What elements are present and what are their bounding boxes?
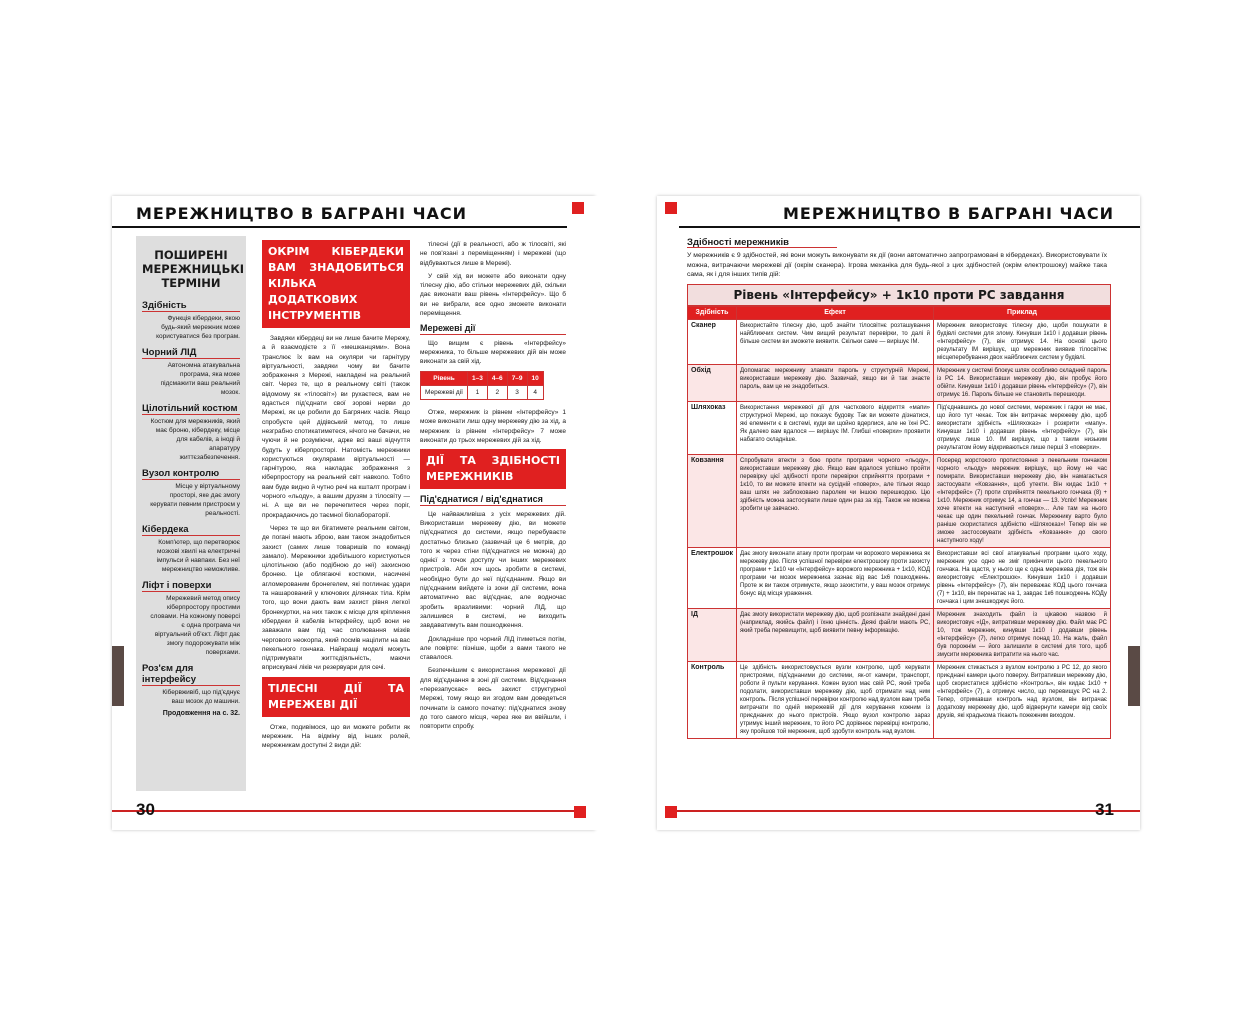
left-column-1 xyxy=(262,240,410,800)
table-title: Рівень «Інтерфейсу» + 1к10 проти РС завдання xyxy=(687,284,1111,306)
level-head: Рівень xyxy=(421,371,468,385)
level-head: 7–9 xyxy=(507,371,527,385)
left-page xyxy=(112,196,595,830)
subheading-net-actions: Мережеві дії xyxy=(420,324,566,334)
table-row xyxy=(688,402,1111,455)
term-desc: Місце у віртуальному просторі, яке дає змогу керувати певним пристроєм у реальності. xyxy=(150,483,240,517)
column-header: Ефект xyxy=(737,307,934,320)
ability-name: Електрошок xyxy=(688,548,737,609)
continued-note: Продовження на с. 32. xyxy=(162,710,240,717)
level-head: 4–6 xyxy=(487,371,507,385)
abilities-intro xyxy=(687,238,1107,279)
ability-effect: Використайте тілесну дію, щоб знайти тілосвітнє розташування найближчих систем. Чим вищий результат перевірки, то далі й більше систем ви зможете виявити. Скільки саме — вирішує ІМ. xyxy=(737,320,934,365)
intro-text: У мережників є 9 здібностей, які вони можуть виконувати як дії (вони автоматично запрограмовані в кібердеках). Використовувати їх можна, витрачаючи мережеві дії (окрім сканера). Ігрова механіка для будь-якої з цих здібностей (окрім електрошоку) майже така сама, як і для інших типів дій: xyxy=(687,252,1107,278)
term-heading: Чорний ЛІД xyxy=(142,347,240,359)
term-heading: Кібердека xyxy=(142,524,240,536)
paragraph: Що вищим є рівень «Інтерфейсу» мережника, то більше мережевих дій він може виконати за свій хід. xyxy=(420,339,566,366)
term-desc: Комп'ютер, що перетворює мозкові хвилі на електричні імпульси й навпаки. Без неї мережництво неможливе. xyxy=(156,539,240,573)
table-row xyxy=(688,320,1111,365)
ability-name: Шляхоказ xyxy=(688,402,737,455)
section-box-abilities: ДІЇ ТА ЗДІБНОСТІ МЕРЕЖНИКІВ xyxy=(420,449,566,489)
table-row xyxy=(688,455,1111,548)
page-number: 30 xyxy=(136,800,155,819)
ability-example: Використавши всі свої атакувальні програми цього ходу, мережник усе одно не зміг прикінчити цього пекельного гончака. На щастя, у нього ще є одна мережева дія, тож він використовує «Електрошок». Кинувши 1к10 і додавши рівень «Інтерфейсу» (7), він переважає КОД цього гончака (7) + 1к10, він перенатає на 1, завдає 1к6 пошкоджень КОДу гончака і цим знешкоджує його. xyxy=(934,548,1111,609)
paragraph: Докладніше про чорний ЛІД ітиметься потім, але повірте: пізніше, щоби з вами такого не ставалося. xyxy=(420,635,566,662)
level-cell: 4 xyxy=(527,385,543,399)
header-rule xyxy=(112,226,567,228)
section-box-actions: ТІЛЕСНІ ДІЇ ТА МЕРЕЖЕВІ ДІЇ xyxy=(262,677,410,717)
right-page xyxy=(657,196,1140,830)
level-cell: 3 xyxy=(507,385,527,399)
abilities-table-wrap xyxy=(687,284,1111,739)
column-header: Здібність xyxy=(688,307,737,320)
term-desc: Костюм для мережників, який має броню, кібердеку, місце для кабелів, а іноді й апаратуру життєзабезпечення. xyxy=(150,418,240,461)
page-number: 31 xyxy=(1095,800,1114,819)
level-head: 10 xyxy=(527,371,543,385)
table-row xyxy=(688,548,1111,609)
ability-example: Мережник стикається з вузлом контролю з РС 12, до якого приєднані камери цього поверху. Витративши мережеву дію, щоб скористатися здібністю «Контроль», він кидає 1к10 + «Інтерфейс» (7), а отримує число, що перевищує РС на 2. Тепер, отримавши контроль над вузлом, він витрачає додаткову мережеву дію, щоб відвернути камери від своїх друзів, які крадькома тікають пожежним виходом. xyxy=(934,662,1111,739)
header-red-square xyxy=(665,202,677,214)
page-header-title: МЕРЕЖНИЦТВО В БАГРАНІ ЧАСИ xyxy=(782,204,1114,223)
paragraph: У свій хід ви можете або виконати одну тілесну дію, або стільки мережевих дій, скільки дає виконати ваш рівень «Інтерфейсу». Що б ви не вибрали, все одно зможете виконати переміщення. xyxy=(420,272,566,318)
level-head: 1–3 xyxy=(467,371,487,385)
left-edge-tab xyxy=(112,646,124,706)
ability-effect: Спробувати втекти з бою проти програми чорного «льоду», використавши мережеву дію. Якщо вам вдалося успішно пройти перевірку цієї здібності проти перевірки сприйняття програми + 1к10, то ви можете втекти на сусідній «поверх», але тільки якщо ваш шлях не заблоковано паролем чи іншою перешкодою. Цю здібність можна застосувати лише один раз за хід. Також не можна зробити це завчасно. xyxy=(737,455,934,548)
ability-example: Мережник у системі блокує шлях особливо складний пароль із РС 14. Використавши мережеву дію, він пробує його обійти. Кинувши 1к10 і додавши рівень «Інтерфейсу» (7), він отримує 16. Пароль більше не становить перешкоди. xyxy=(934,365,1111,402)
term-desc: Автономна атакувальна програма, яка може підсмажити ваш реальний мозок. xyxy=(160,362,240,396)
paragraph: Отже, мережник із рівнем «Інтерфейсу» 1 може виконати лиш одну мережеву дію за хід, а мережник із рівнем «Інтерфейсу» 7 може виконати до трьох мережевих дій за хід. xyxy=(420,409,566,445)
term-desc: Мережевий метод опису кіберпростору простими словами. На кожному поверсі є одна програма чи віртуальний об'єкт. Ліфт дає змогу подорожувати між поверхами. xyxy=(150,595,240,656)
table-row xyxy=(688,365,1111,402)
level-cell: 1 xyxy=(467,385,487,399)
paragraph: Безпечнішим є використання мережевої дії для від'єднання в зоні дії системи. Від'єднання «перезапускає» весь захист структурної Мережі, тому якщо ви згодом вам доведеться починати із самого початку: під'єднатися знову до того самого місця, через яке ви ввійшли, і повторити спробу. xyxy=(420,667,566,731)
page-header-title: МЕРЕЖНИЦТВО В БАГРАНІ ЧАСИ xyxy=(136,204,468,223)
column-header: Приклад xyxy=(934,307,1111,320)
right-edge-tab xyxy=(1128,646,1140,706)
ability-example: Мережник знаходить файл із цікавою назвою й використовує «ІД», витративши мережеву дію. Файл має РС 10, тож мережник, кинувши 1к10 і додавши рівень «Інтерфейсу» (7), легко отримує понад 10. На жаль, файл був порожнім — його залишили в системі для того, щоб змусити мережника витратити на нього час. xyxy=(934,609,1111,662)
footer-red-square xyxy=(574,806,586,818)
table-row xyxy=(688,662,1111,739)
abilities-table xyxy=(687,306,1111,739)
ability-name: ІД xyxy=(688,609,737,662)
ability-effect: Допомагає мережнику зламати пароль у структурній Мережі, використавши мережеву дію. Зазвичай, якщо ви й так знаєте пароль, вам це не знадобиться. xyxy=(737,365,934,402)
book-spread xyxy=(112,196,1140,830)
table-row xyxy=(688,609,1111,662)
ability-example: Під'єднавшись до нової системи, мережник і гадки не має, що його тут чекає. Тож він витрачає мережеву дію, щоб використати здібність «Шляхоказ» і розкрити «мапу». Кинувши 1к10 і додавши рівень «Інтерфейсу» (7), він отримує лише 10. ІМ вирішує, що з таким низьким результатом йому відкриваються лише перші 3 «поверхи». xyxy=(934,402,1111,455)
term-heading: Цілотільний костюм xyxy=(142,403,240,415)
section-title: Здібності мережників xyxy=(687,238,837,248)
ability-name: Контроль xyxy=(688,662,737,739)
paragraph: Завдяки кібердеці ви не лише бачите Мережу, а й взаємодієте з її «мешканцями». Вона транслює їх вам на окуляри чи гарнітуру віртуальності, завдяки чому ви бачите зображення з Мережі, накладені на реальний світ. Через те, що в реальному світі (також відомому як «тілосвіт») ви рухаєтеся, вам не вдасться під'єднати свої зорові нерви до Мережі, як це робили до Багряних часів. Якщо спробуєте цей дідівський метод, то лише незграбно спотикатиметеся, нічого не бачачи, не чуючи й не розуміючи, адже всі вашi відчуття будуть у кіберпросторі. Натомість мережники користуються окулярами віртуальності — гарнітурою, яка накладає зображення з кіберпростору на реальний світ навколо. Тобто вам буде видно й чутно речі на кшталт програм і чорного «льоду», а вашим друзям з тілосвіту — ні. А ще ви не перечепитеся через поріг, прокрадаючись до таємної біолабораторії. xyxy=(262,335,410,519)
paragraph: Це найважливіша з усіх мережевих дій. Використавши мережеву дію, ви можете під'єднатися до системи, якщо перебуваєте достатньо близько (зазвичай це 6 метрів, до того ж через стіни під'єднатися не можна) до однієї з точок доступу чи інших мережевих пристроїв. Аби хоч щось зробити в системі, необхідно бути до неї під'єднаним. Якщо ви під'єднаним вийдете із зони дії системи, вона автоматично вас від'єднає, але водночас зробить вразливими: чорний ЛІД, що залишився в системі, не виходить завдаватимуть вам пошкодження. xyxy=(420,510,566,630)
term-heading: Роз'єм для інтерфейсу xyxy=(142,663,240,686)
level-cell: 2 xyxy=(487,385,507,399)
ability-name: Обхід xyxy=(688,365,737,402)
section-box-tools: ОКРІМ КІБЕРДЕКИ ВАМ ЗНАДОБИТЬСЯ КІЛЬКА ДОДАТКОВИХ ІНСТРУМЕНТІВ xyxy=(262,240,410,328)
level-table xyxy=(420,371,544,401)
term-heading: Здібність xyxy=(142,300,240,312)
footer-rule xyxy=(112,810,574,812)
ability-name: Сканер xyxy=(688,320,737,365)
term-desc: Функція кібердеки, якою будь-який мережник може користуватися без програм. xyxy=(156,315,240,340)
left-column-2 xyxy=(420,240,566,800)
ability-name: Ковзання xyxy=(688,455,737,548)
level-cell: Мережеві дії xyxy=(421,385,468,399)
header-rule xyxy=(679,226,1140,228)
term-desc: Кібервживіб, що під'єднує ваш мозок до машини. xyxy=(162,689,240,705)
page-gutter xyxy=(595,196,657,830)
subheading-connect: Під'єднатися / від'єднатися xyxy=(420,495,566,505)
ability-effect: Використання мережевої дії для часткового відкриття «мапи» структурної Мережі, що показує будову. Так ви можете дізнатися, які елементи є в системі, куди ви щойно вдерлися, але не їхні РС. Як далеко вам вдалося — вирішує ІМ. Глибші «поверхи» проявити набагато складніше. xyxy=(737,402,934,455)
paragraph: Через те що ви бігатимете реальним світом, де погані мають зброю, вам також знадобиться захист (самих лише товаришів по команді замало). Мережники здебільшого користуються цілотільною (або подібною до неї) захисною бронею. Це облягаючі костюми, насичені агломерованим бронегелем, які поглинає удари та нашарований у ключових ділянках тіла. Крім того, що вони дають вам захист рівня легкої бронекуртки, на них також є місце для кріплення кібердеки й кабелів інтерфейсу, щоб вони не заважали вам під час сполювання мізків чергового неокорпа, який посмів націлити на вас пекельного гончака. Найкращі моделі можуть підтримувати життєдіяльність, маючи вприскувачі ліків чи резервуари для сечі. xyxy=(262,524,410,672)
ability-effect: Дає змогу використати мережеву дію, щоб розпізнати знайдені дані (наприклад, якийсь файл) і їхню цінність. Деякі файли мають РС, який треба перевищити, щоб виявити певну інформацію. xyxy=(737,609,934,662)
terms-sidebar xyxy=(136,236,246,791)
term-heading: Ліфт і поверхи xyxy=(142,580,240,592)
ability-example: Мережник використовує тілесну дію, щоби пошукати в будівлі системи для злому. Кинувши 1к10 і додавши рівень «Інтерфейсу» (7), він отримує 14. На основі цього результату ІМ вирішує, що мережник виявив тілосвітнє місцеперебування двох найближчих систем у будівлі. xyxy=(934,320,1111,365)
footer-red-square xyxy=(665,806,677,818)
ability-effect: Дає змогу виконати атаку проти програм чи ворожого мережника як мережеву дію. Після успішної перевірки електрошоку проти захисту програми + 1к10 чи «Інтерфейсу» ворожого мережника + 1к10, КОД програми чи мозок мережника зазнає від вас 1к6 пошкоджень. Проте ж ви також отримуєте, якщо захистити, у ваш мозок отримує бонус від місця ураження. xyxy=(737,548,934,609)
ability-effect: Це здібність використовується вузли контролю, щоб керувати пристроями, під'єднаними до системи, як-от камери, транспорт, роботи й пульти керування. Кожен вузол має свій РС, який треба подолати, використавши мережеву дію, щоб отримати над ним контроль. Після успішної перевірки контролю над вузлом вам треба витрачати по одній мережевій дії для керування кожним із приєднаних до нього пристроїв. Якщо вузол контролю зараз утримує інший мережник, то його РС дорівнює перевірці контролю, яку пройшов той мережник, щоб здобути контроль над вузлом. xyxy=(737,662,934,739)
paragraph: тілесні (дії в реальності, або ж тілосвіті, які не пов'язані з переміщенням) і мережеві (що відбуваються лише в Мережі). xyxy=(420,241,566,267)
footer-rule xyxy=(677,810,1140,812)
ability-example: Посеред жорстокого протистояння з пекельним гончаком чорного «льоду» мережник вирішує, що йому не час помирати. Використавши мережеву дію, він намагається застосувати «Ковзання», щоб утекти. Він кидає 1к10 + «Інтерфейс» (7) проти сприйняття пекельного гончака (8) + 1к10. Мережник отримує 14, а гончак — 13. Успіх! Мережник хоче втекти на наступний «поверх»... Але там на нього чекає ще один пекельний гончак. Мережнику варто було раніше скористатися здібністю «Шляхоказ»! Тепер він не зможе застосовувати здібність «Ковзання» до свого наступного ходу! xyxy=(934,455,1111,548)
sidebar-title: ПОШИРЕНІ МЕРЕЖНИЦЬКІ ТЕРМІНИ xyxy=(142,248,245,290)
paragraph: Отже, подивімося, що ви можете робити як мережник. На відміну від інших ролей, мережникам доступні 2 види дій: xyxy=(262,723,410,750)
term-heading: Вузол контролю xyxy=(142,468,240,480)
header-red-square xyxy=(572,202,584,214)
